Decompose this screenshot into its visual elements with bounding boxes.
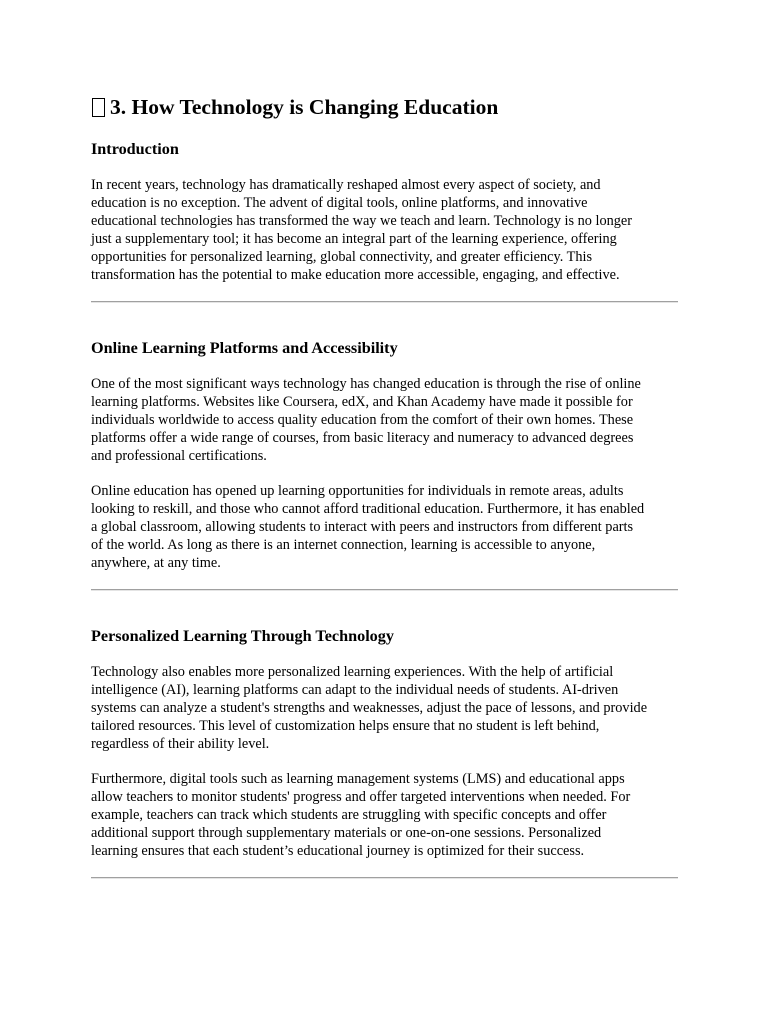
- document-title: [91, 92, 498, 122]
- paragraph-online-learning-2: [91, 483, 681, 573]
- text-line: tailored resources. This level of customization helps ensure that no student is left behind,: [91, 717, 600, 734]
- text-line: educational technologies has transformed the way we teach and learn. Technology is no longer: [91, 212, 633, 229]
- text-line: looking to reskill, and those who cannot afford traditional education. Furthermore, it has enabled: [91, 500, 645, 517]
- text-line: platforms offer a wide range of courses, from basic literacy and numeracy to advanced degrees: [91, 429, 634, 446]
- text-line: systems can analyze a student's strengths and weaknesses, adjust the pace of lessons, and provide: [91, 699, 648, 716]
- text-line: regardless of their ability level.: [91, 735, 270, 752]
- text-line: a global classroom, allowing students to interact with peers and instructors from different parts: [91, 518, 634, 535]
- text-line: Technology also enables more personalized learning experiences. With the help of artificial: [91, 664, 614, 680]
- section-heading-personalized-learning: Personalized Learning Through Technology: [91, 627, 394, 645]
- section-heading-online-learning: Online Learning Platforms and Accessibility: [91, 339, 398, 357]
- paragraph-personalized-learning-1: [91, 664, 681, 754]
- text-line: just a supplementary tool; it has become an integral part of the learning experience, offering: [91, 230, 617, 247]
- text-line: transformation has the potential to make education more accessible, engaging, and effective.: [91, 266, 620, 283]
- section-heading-introduction: Introduction: [91, 140, 179, 158]
- paragraph-personalized-learning-2: [91, 771, 681, 861]
- document-title-text: 3. How Technology is Changing Education: [110, 95, 499, 119]
- text-line: example, teachers can track which students are struggling with specific concepts and offer: [91, 806, 607, 823]
- section-divider: [91, 301, 678, 303]
- text-line: additional support through supplementary materials or one-on-one sessions. Personalized: [91, 824, 602, 841]
- text-line: In recent years, technology has dramatically reshaped almost every aspect of society, and: [91, 177, 601, 193]
- text-line: individuals worldwide to access quality education from the comfort of their own homes. These: [91, 411, 634, 428]
- text-line: learning platforms. Websites like Coursera, edX, and Khan Academy have made it possible for: [91, 393, 633, 410]
- text-line: intelligence (AI), learning platforms can adapt to the individual needs of students. AI-driven: [91, 681, 619, 698]
- section-divider: [91, 877, 678, 879]
- text-line: learning ensures that each student’s educational journey is optimized for their success.: [91, 842, 585, 859]
- text-line: anywhere, at any time.: [91, 554, 221, 571]
- missing-glyph-icon: [92, 98, 105, 117]
- text-line: allow teachers to monitor students' progress and offer targeted interventions when needed. For: [91, 788, 631, 805]
- text-line: One of the most significant ways technology has changed education is through the rise of online: [91, 376, 641, 392]
- paragraph-introduction: [91, 177, 681, 284]
- text-line: Online education has opened up learning opportunities for individuals in remote areas, adults: [91, 483, 624, 499]
- text-line: and professional certifications.: [91, 447, 267, 464]
- text-line: opportunities for personalized learning, global connectivity, and greater efficiency. This: [91, 248, 593, 265]
- text-line: Furthermore, digital tools such as learning management systems (LMS) and educational apps: [91, 771, 625, 787]
- text-line: education is no exception. The advent of digital tools, online platforms, and innovative: [91, 194, 588, 211]
- paragraph-online-learning-1: [91, 376, 681, 466]
- section-divider: [91, 589, 678, 591]
- text-line: of the world. As long as there is an internet connection, learning is accessible to anyone,: [91, 536, 596, 553]
